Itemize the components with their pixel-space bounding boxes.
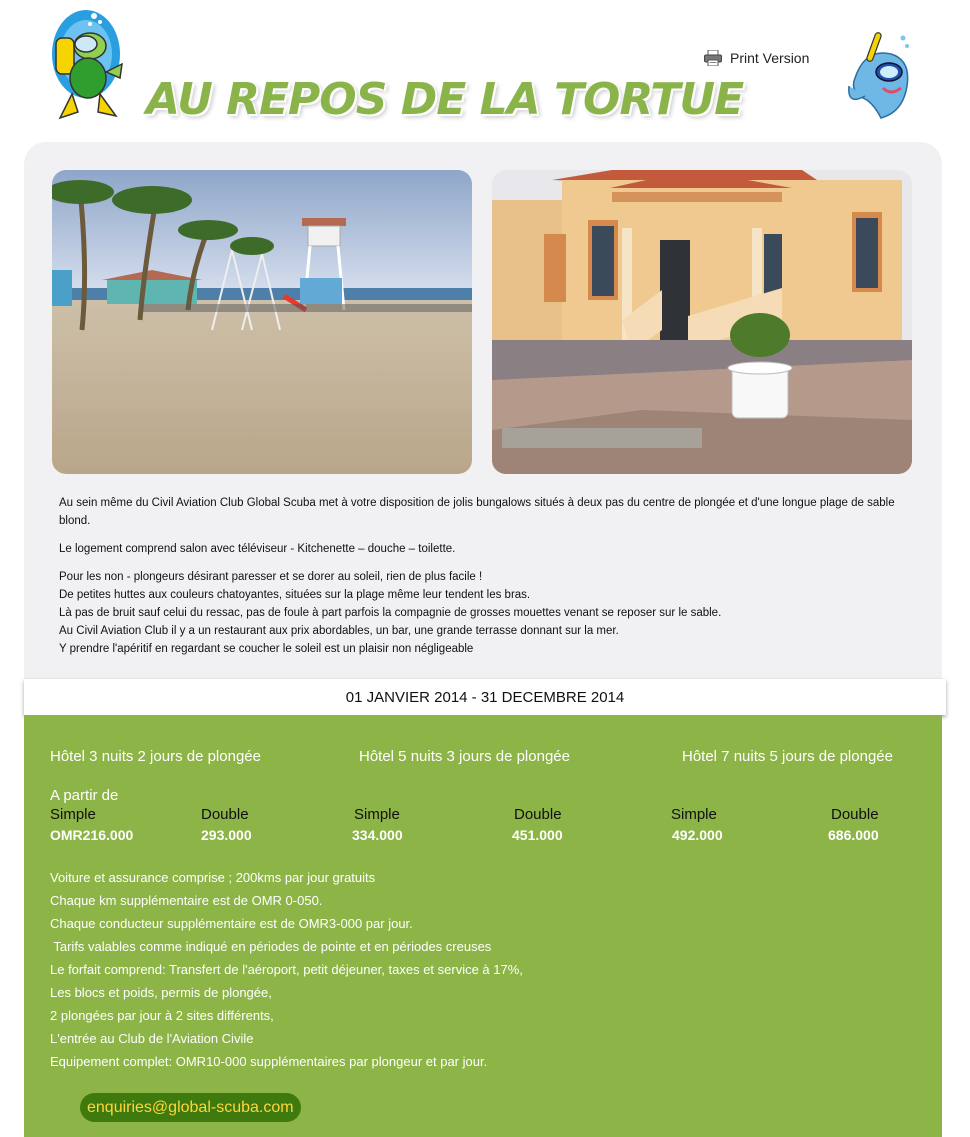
note-line: Les blocs et poids, permis de plongée, <box>50 985 272 1000</box>
intro-text <box>59 494 919 658</box>
note-line: Voiture et assurance comprise ; 200kms par jour gratuits <box>50 870 376 885</box>
intro-paragraph <box>59 568 919 658</box>
note-line: Tarifs valables comme indiqué en périodes de pointe et en périodes creuses <box>50 939 492 954</box>
price-value: 451.000 <box>512 827 563 843</box>
room-type-label: Simple <box>50 806 96 823</box>
package-notes <box>50 866 523 1073</box>
site-title: AU REPOS DE LA TORTUE <box>146 74 744 125</box>
note-line: 2 plongées par jour à 2 sites différents, <box>50 1008 274 1023</box>
date-range-label: 01 JANVIER 2014 - 31 DECEMBRE 2014 <box>345 688 625 706</box>
note-line: L'entrée au Club de l'Aviation Civile <box>50 1031 254 1046</box>
note-line: Chaque conducteur supplémentaire est de OMR3-000 par jour. <box>50 916 413 931</box>
room-type-label: Double <box>831 806 879 823</box>
intro-line: Au Civil Aviation Club il y a un restaurant aux prix abordables, un bar, une grande terrasse donnant sur la mer. <box>59 625 619 637</box>
print-version-label: Print Version <box>730 50 810 66</box>
price-value: 492.000 <box>672 827 723 843</box>
note-line: Chaque km supplémentaire est de OMR 0-050. <box>50 893 323 908</box>
print-version-link[interactable] <box>704 50 809 66</box>
printer-icon <box>704 50 722 66</box>
from-price-label: A partir de <box>50 787 119 804</box>
price-value: 293.000 <box>201 827 252 843</box>
beach-photo <box>52 170 472 474</box>
price-value: OMR216.000 <box>50 827 134 843</box>
page-header <box>0 0 970 140</box>
room-type-label: Simple <box>354 806 400 823</box>
intro-line: Là pas de bruit sauf celui du ressac, pas de foule à part parfois la compagnie de grosses mouettes venant se reposer sur le sable. <box>59 607 722 619</box>
room-type-label: Simple <box>671 806 717 823</box>
room-type-label: Double <box>514 806 562 823</box>
package-title: Hôtel 5 nuits 3 jours de plongée <box>359 748 570 765</box>
contact-email-button[interactable]: enquiries@global-scuba.com <box>80 1093 301 1122</box>
note-line: Le forfait comprend: Transfert de l'aéroport, petit déjeuner, taxes et service à 17%, <box>50 962 523 977</box>
intro-paragraph: Au sein même du Civil Aviation Club Global Scuba met à votre disposition de jolis bungalows situés à deux pas du centre de plongée et d'une longue plage de sable blond. <box>59 497 895 527</box>
intro-paragraph: Le logement comprend salon avec téléviseur - Kitchenette – douche – toilette. <box>59 543 456 555</box>
note-line: Equipement complet: OMR10-000 supplémentaires par plongeur et par jour. <box>50 1054 488 1069</box>
package-title: Hôtel 3 nuits 2 jours de plongée <box>50 748 261 765</box>
intro-line: Y prendre l'apéritif en regardant se coucher le soleil est un plaisir non négligeable <box>59 643 474 655</box>
price-value: 334.000 <box>352 827 403 843</box>
date-range-bar <box>24 679 946 715</box>
room-type-label: Double <box>201 806 249 823</box>
intro-line: Pour les non - plongeurs désirant paresser et se dorer au soleil, rien de plus facile ! <box>59 571 483 583</box>
intro-line: De petites huttes aux couleurs chatoyantes, situées sur la plage même leur tendent les bras. <box>59 589 531 601</box>
package-title: Hôtel 7 nuits 5 jours de plongée <box>682 748 893 765</box>
price-value: 686.000 <box>828 827 879 843</box>
dolphin-diver-logo-icon <box>845 26 917 122</box>
bungalow-photo <box>492 170 912 474</box>
turtle-diver-logo-icon <box>50 8 128 128</box>
